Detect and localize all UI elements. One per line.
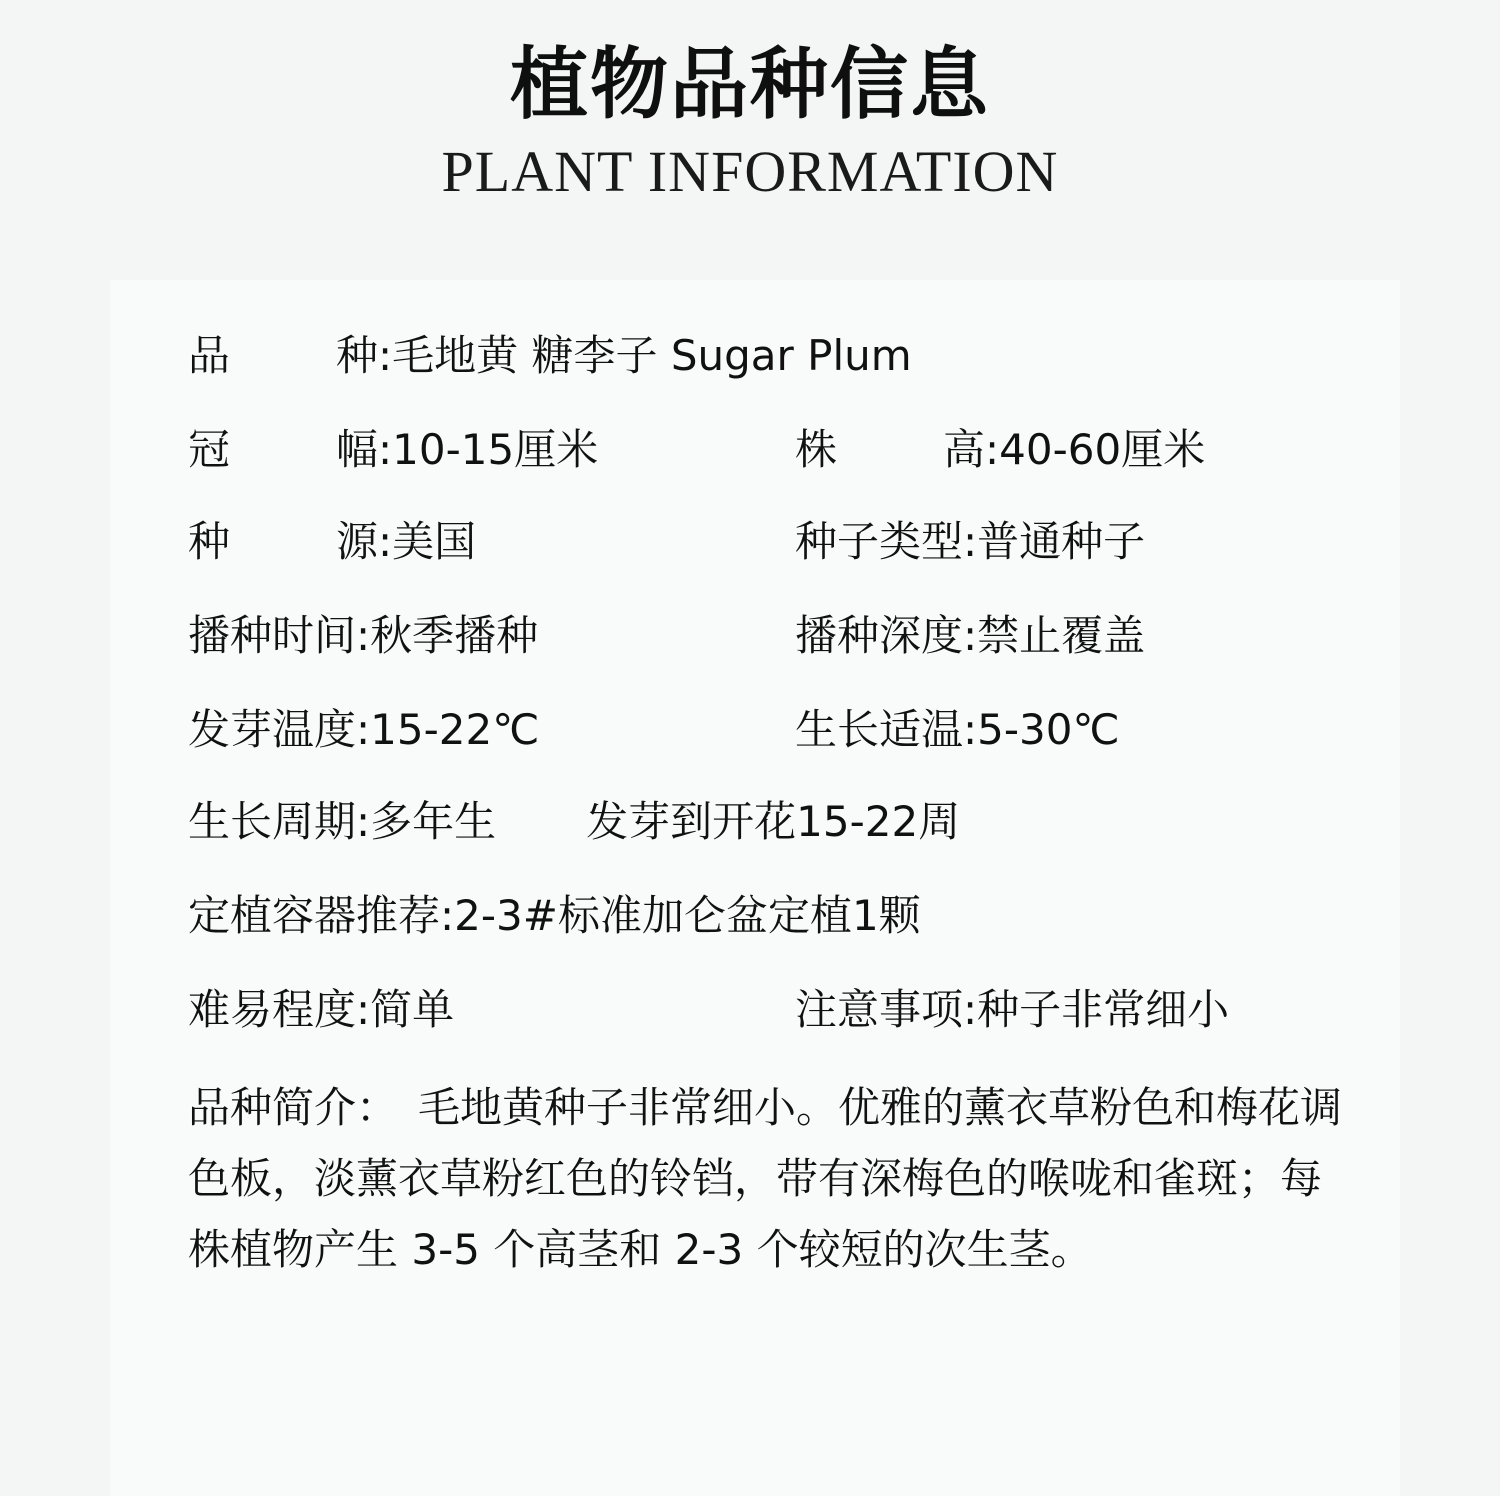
sowing-time-row <box>188 606 538 666</box>
height-label-a: 株 <box>795 425 838 474</box>
growth-cycle-row <box>188 792 960 852</box>
container-label: 定植容器推荐: <box>188 891 455 940</box>
sowing-time-label: 播种时间: <box>188 611 371 660</box>
container-row <box>188 886 921 946</box>
sowing-depth-value: 禁止覆盖 <box>977 611 1146 660</box>
crown-label-a: 冠 <box>188 425 231 474</box>
intro-label: 品种简介： <box>188 1083 399 1132</box>
growth-cycle-extra: 发芽到开花15-22周 <box>586 797 961 846</box>
origin-row <box>188 512 476 572</box>
notes-label: 注意事项: <box>795 985 978 1034</box>
difficulty-row <box>188 980 454 1040</box>
germination-temp-label: 发芽温度: <box>188 705 371 754</box>
seed-type-row <box>795 512 1145 572</box>
notes-value: 种子非常细小 <box>977 985 1230 1034</box>
height-label-b: 高: <box>943 425 1000 474</box>
variety-label-b: 种: <box>336 331 393 380</box>
growth-cycle-label: 生长周期: <box>188 797 371 846</box>
intro-text: 毛地黄种子非常细小。优雅的薰衣草粉色和梅花调色板，淡薰衣草粉红色的铃铛，带有深梅色的喉咙和雀斑；每株植物产生 3-5 个高茎和 2-3 个较短的次生茎。 <box>188 1083 1343 1274</box>
germination-temp-row <box>188 700 539 760</box>
sowing-depth-row <box>795 606 1145 666</box>
difficulty-label: 难易程度: <box>188 985 371 1034</box>
growth-temp-label: 生长适温: <box>795 705 978 754</box>
seed-type-value: 普通种子 <box>977 517 1146 566</box>
difficulty-value: 简单 <box>370 985 455 1034</box>
origin-label-b: 源: <box>336 517 393 566</box>
seed-type-label: 种子类型: <box>795 517 978 566</box>
variety-row <box>188 326 912 386</box>
notes-row <box>795 980 1229 1040</box>
variety-label-a: 品 <box>188 331 231 380</box>
origin-label-a: 种 <box>188 517 231 566</box>
crown-value: 10-15厘米 <box>392 425 599 474</box>
height-row <box>795 420 1205 480</box>
page-subtitle: PLANT INFORMATION <box>441 139 1059 204</box>
growth-temp-row <box>795 700 1120 760</box>
germination-temp-value: 15-22℃ <box>370 705 540 754</box>
container-value: 2-3#标准加仑盆定植1颗 <box>454 891 921 940</box>
variety-intro <box>188 1072 1348 1285</box>
origin-value: 美国 <box>392 517 477 566</box>
growth-cycle-value: 多年生 <box>370 797 497 846</box>
sowing-depth-label: 播种深度: <box>795 611 978 660</box>
page-title: 植物品种信息 <box>509 40 990 130</box>
height-value: 40-60厘米 <box>999 425 1206 474</box>
crown-row <box>188 420 598 480</box>
growth-temp-value: 5-30℃ <box>977 705 1120 754</box>
variety-value: 毛地黄 糖李子 Sugar Plum <box>392 331 912 380</box>
sowing-time-value: 秋季播种 <box>370 611 539 660</box>
crown-label-b: 幅: <box>336 425 393 474</box>
